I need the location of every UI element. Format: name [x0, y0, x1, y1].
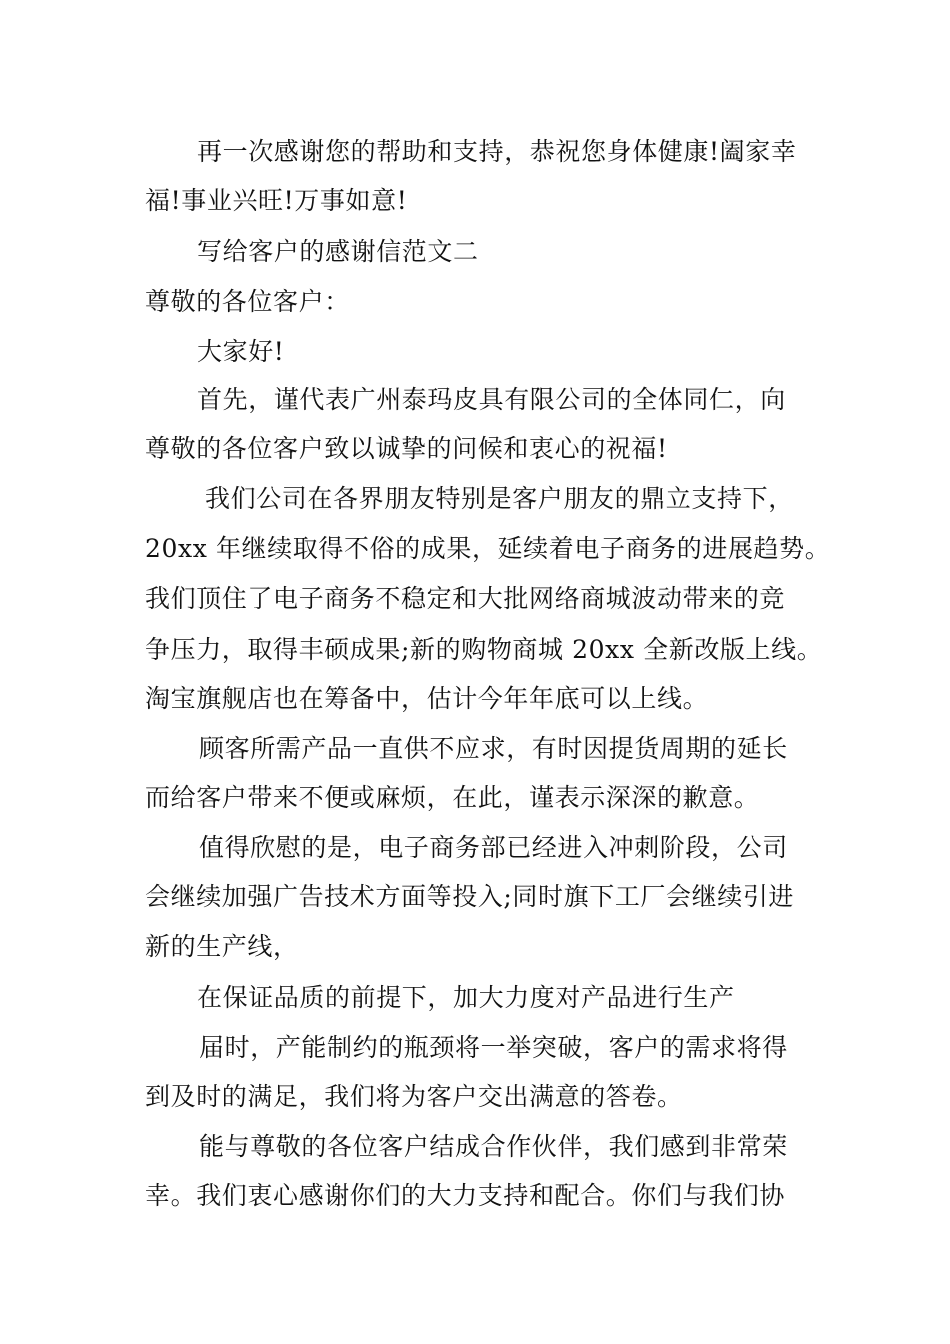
paragraph-line: 争压力，取得丰硕成果;新的购物商城 20xx 全新改版上线。 — [145, 635, 823, 664]
paragraph-line: 新的生产线， — [145, 932, 299, 961]
paragraph-line: 我们顶住了电子商务不稳定和大批网络商城波动带来的竞 — [145, 584, 786, 613]
paragraph-line: 能与尊敬的各位客户结成合作伙伴，我们感到非常荣 — [199, 1132, 788, 1161]
paragraph-line: 淘宝旗舰店也在筹备中，估计今年年底可以上线。 — [145, 684, 709, 713]
salutation: 尊敬的各位客户： — [145, 287, 350, 316]
paragraph-line: 在保证品质的前提下，加大力度对产品进行生产 — [197, 983, 735, 1012]
paragraph-line: 幸。我们衷心感谢你们的大力支持和配合。你们与我们协 — [145, 1181, 786, 1210]
paragraph-line: 届时，产能制约的瓶颈将一举突破，客户的需求将得 — [199, 1033, 788, 1062]
section-heading: 写给客户的感谢信范文二 — [197, 237, 479, 266]
paragraph-line: 福!事业兴旺!万事如意! — [145, 186, 408, 215]
paragraph-line: 到及时的满足，我们将为客户交出满意的答卷。 — [145, 1082, 683, 1111]
paragraph-line: 首先，谨代表广州泰玛皮具有限公司的全体同仁，向 — [197, 385, 786, 414]
paragraph-line: 20xx 年继续取得不俗的成果，延续着电子商务的进展趋势。 — [145, 534, 831, 563]
paragraph-line: 我们公司在各界朋友特别是客户朋友的鼎立支持下， — [205, 484, 794, 513]
paragraph-line: 值得欣慰的是，电子商务部已经进入冲刺阶段，公司 — [199, 833, 788, 862]
greeting: 大家好! — [197, 337, 285, 366]
paragraph-line: 尊敬的各位客户致以诚挚的问候和衷心的祝福! — [145, 434, 668, 463]
paragraph-line: 会继续加强广告技术方面等投入;同时旗下工厂会继续引进 — [145, 882, 795, 911]
paragraph-line: 顾客所需产品一直供不应求，有时因提货周期的延长 — [199, 734, 788, 763]
paragraph-line: 而给客户带来不便或麻烦，在此，谨表示深深的歉意。 — [145, 783, 760, 812]
paragraph-line: 再一次感谢您的帮助和支持，恭祝您身体健康!阖家幸 — [197, 137, 797, 166]
